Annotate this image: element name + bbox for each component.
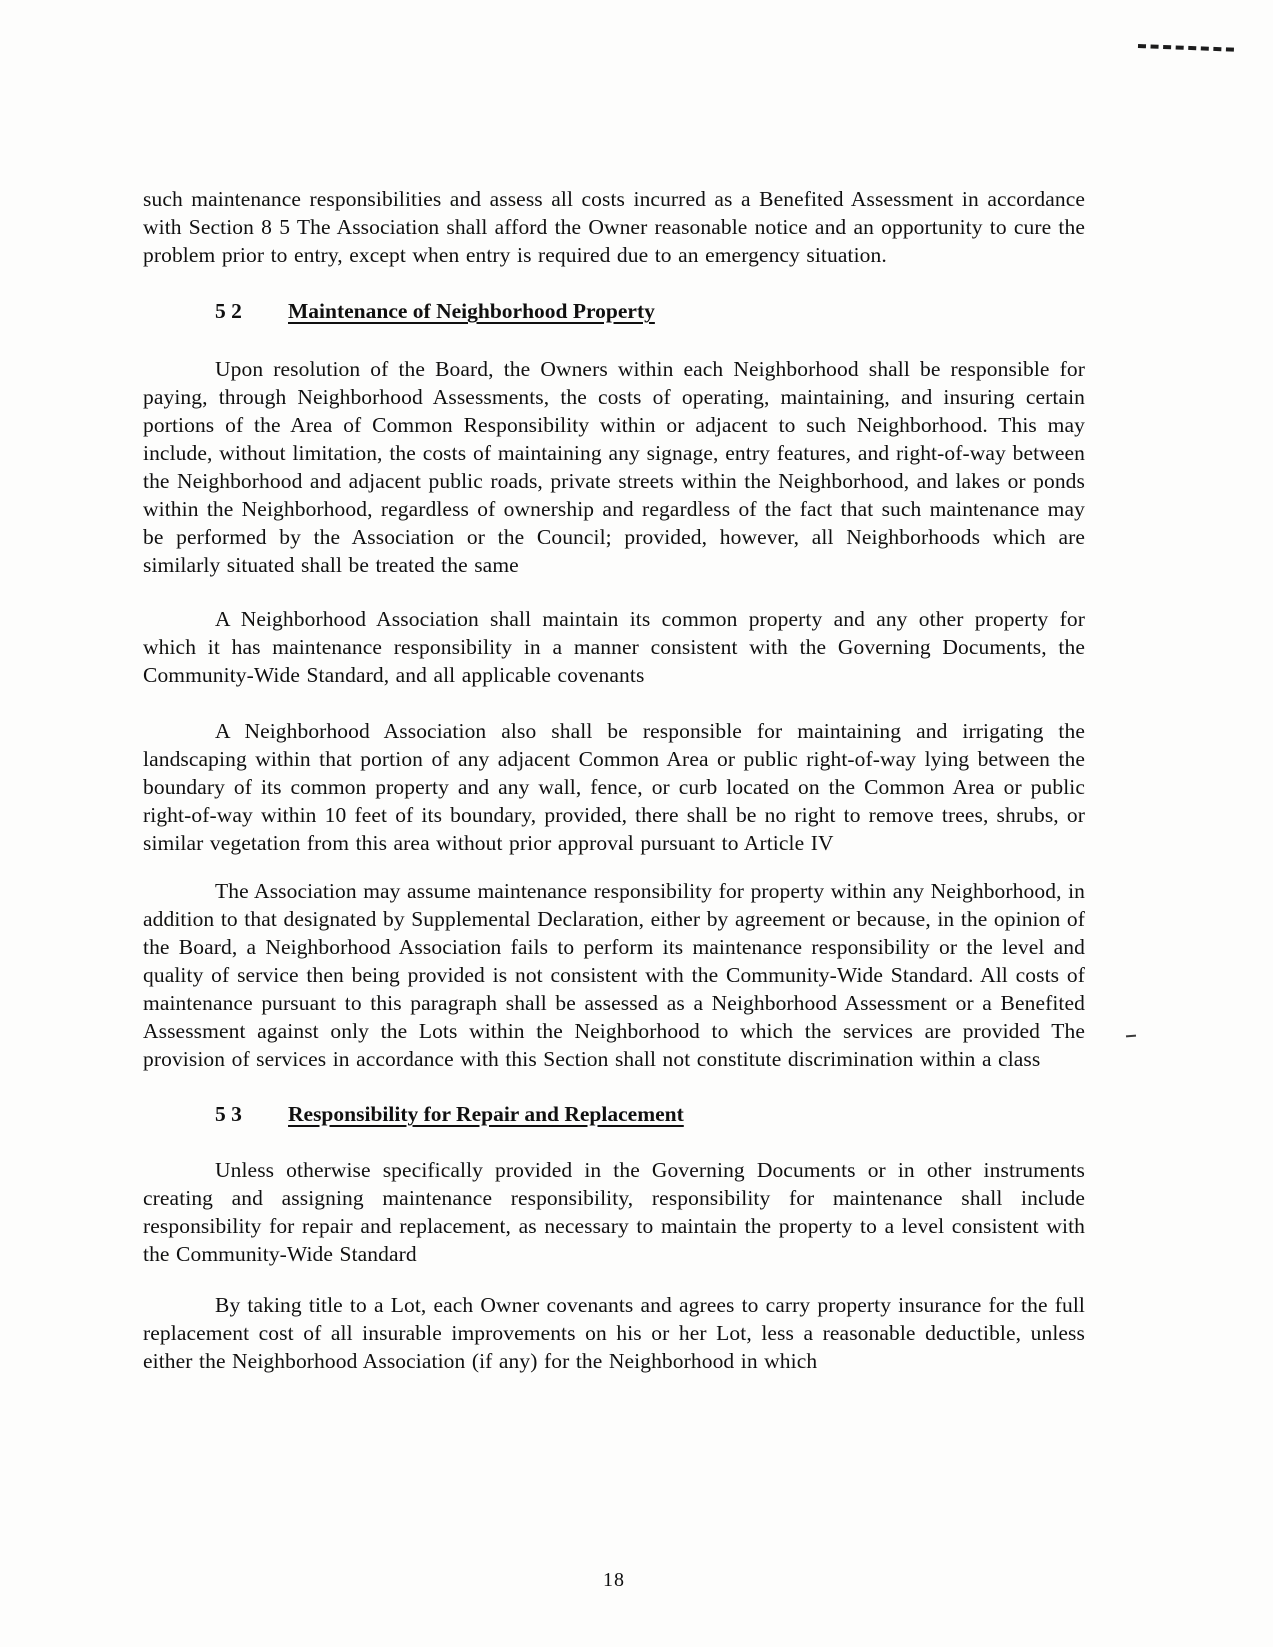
paragraph-taking-title-insurance: By taking title to a Lot, each Owner covenants and agrees to carry property insurance for the full replacement cost of all insurable improvements on his or her Lot, less a reasonable deductible, unless either the Neighborhood Association (if any) for the Neighborhood in which (143, 1293, 1085, 1373)
section-heading-5-2 (143, 297, 1085, 325)
paragraph-assume-maintenance-responsibility: The Association may assume maintenance responsibility for property within any Neighborhood, in addition to that designated by Supplemental Declaration, either by agreement or because, in the opinion of the Board, a Neighborhood Association fails to perform its maintenance responsibility or the level and quality of service then being provided is not consistent with the Community-Wide Standard. All costs of maintenance pursuant to this paragraph shall be assessed as a Neighborhood Assessment or a Benefited Assessment against only the Lots within the Neighborhood to which the services are provided The provision of services in accordance with this Section shall not constitute discrimination within a class (143, 879, 1085, 1071)
document-body (143, 185, 1085, 1375)
paragraph-landscaping-irrigating: A Neighborhood Association also shall be responsible for maintaining and irrigating the landscaping within that portion of any adjacent Common Area or public right-of-way lying between the boundary of its common property and any wall, fence, or curb located on the Common Area or public right-of-way within 10 feet of its boundary, provided, there shall be no right to remove trees, shrubs, or similar vegetation from this area without prior approval pursuant to Article IV (143, 719, 1085, 855)
paragraph-upon-resolution: Upon resolution of the Board, the Owners within each Neighborhood shall be responsible for paying, through Neighborhood Assessments, the costs of operating, maintaining, and insuring certain portions of the Area of Common Responsibility within or adjacent to such Neighborhood. This may include, without limitation, the costs of maintaining any signage, entry features, and right-of-way between the Neighborhood and adjacent public roads, private streets within the Neighborhood, and lakes or ponds within the Neighborhood, regardless of ownership and regardless of the fact that such maintenance may be performed by the Association or the Council; provided, however, all Neighborhoods which are similarly situated shall be treated the same (143, 357, 1085, 577)
section-title-5-3: Responsibility for Repair and Replacement (288, 1102, 684, 1126)
paragraph-association-maintain-common-property: A Neighborhood Association shall maintain its common property and any other property for which it has maintenance responsibility in a manner consistent with the Governing Documents, the Community-Wide Standard, and all applicable covenants (143, 607, 1085, 687)
page-number: 18 (603, 1569, 625, 1591)
paragraph-unless-otherwise-provided: Unless otherwise specifically provided in the Governing Documents or in other instruments creating and assigning maintenance responsibility, responsibility for maintenance shall include responsibility for repair and replacement, as necessary to maintain the property to a level consistent with the Community-Wide Standard (143, 1158, 1085, 1266)
scan-artifact-dashed-line (1138, 44, 1234, 52)
paragraph-continuation: such maintenance responsibilities and assess all costs incurred as a Benefited Assessment in accordance with Section 8 5 The Association shall afford the Owner reasonable notice and an opportunity to cure the problem prior to entry, except when entry is required due to an emergency situation. (143, 187, 1085, 267)
section-number-5-3: 5 3 (215, 1102, 242, 1126)
scan-artifact-dash (1126, 1035, 1136, 1038)
section-heading-5-3 (143, 1100, 1085, 1128)
section-number-5-2: 5 2 (215, 299, 242, 323)
section-title-5-2: Maintenance of Neighborhood Property (288, 299, 655, 323)
